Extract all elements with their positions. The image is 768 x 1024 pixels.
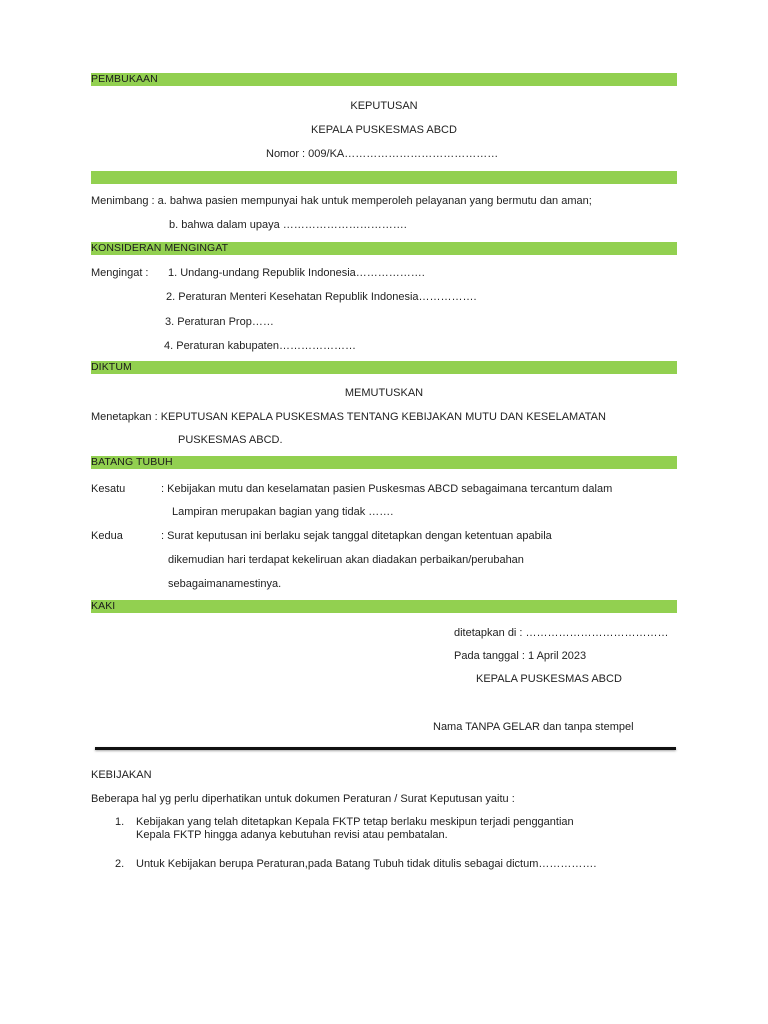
section-label-batang-tubuh: BATANG TUBUH: [91, 456, 173, 468]
kedua-label: Kedua: [91, 530, 123, 542]
decree-subtitle: KEPALA PUSKESMAS ABCD: [311, 124, 457, 136]
signatory-title: KEPALA PUSKESMAS ABCD: [476, 673, 622, 685]
section-bar-empty: [91, 171, 677, 184]
list-item-line: Untuk Kebijakan berupa Peraturan,pada Batang Tubuh tidak ditulis sebagai dictum…………….: [136, 858, 597, 870]
memutuskan-heading: MEMUTUSKAN: [344, 387, 424, 399]
section-label-diktum: DIKTUM: [91, 361, 132, 373]
kedua-line-1: : Surat keputusan ini berlaku sejak tanggal ditetapkan dengan ketentuan apabila: [161, 530, 552, 542]
kedua-line-3: sebagaimanamestinya.: [168, 578, 282, 590]
list-item-number: 2.: [115, 858, 125, 870]
section-bar-pembukaan: [91, 73, 677, 86]
section-label-kaki: KAKI: [91, 600, 116, 612]
kesatu-label: Kesatu: [91, 483, 126, 495]
mengingat-item-3: 3. Peraturan Prop……: [165, 316, 274, 328]
pada-tanggal: Pada tanggal : 1 April 2023: [454, 650, 587, 662]
mengingat-item-4: 4. Peraturan kabupaten…………………: [164, 340, 356, 352]
menimbang-a: Menimbang : a. bahwa pasien mempunyai hak untuk memperoleh pelayanan yang bermutu dan aman;: [91, 195, 592, 207]
section-label-konsideran: KONSIDERAN MENGINGAT: [91, 242, 229, 254]
mengingat-item-2: 2. Peraturan Menteri Kesehatan Republik Indonesia…………….: [166, 291, 477, 303]
section-bar-diktum: [91, 361, 677, 374]
kesatu-line-2: Lampiran merupakan bagian yang tidak …….: [172, 506, 394, 518]
decree-number: Nomor : 009/KA……………………………………: [266, 148, 499, 160]
mengingat-label: Mengingat :: [91, 267, 149, 279]
section-label-pembukaan: PEMBUKAAN: [91, 73, 158, 85]
menetapkan-line-2: PUSKESMAS ABCD.: [178, 434, 283, 446]
kebijakan-title: KEBIJAKAN: [91, 769, 152, 781]
menetapkan-line-1: Menetapkan : KEPUTUSAN KEPALA PUSKESMAS TENTANG KEBIJAKAN MUTU DAN KESELAMATAN: [91, 411, 606, 423]
ditetapkan-di: ditetapkan di : …………………………………: [454, 627, 669, 639]
kebijakan-intro: Beberapa hal yg perlu diperhatikan untuk dokumen Peraturan / Surat Keputusan yaitu :: [91, 793, 515, 805]
section-bar-kaki: [91, 600, 677, 613]
signatory-name: Nama TANPA GELAR dan tanpa stempel: [433, 721, 634, 733]
list-item-line: Kepala FKTP hingga adanya kebutuhan revisi atau pembatalan.: [136, 829, 448, 841]
list-item-number: 1.: [115, 816, 125, 828]
divider-line: [95, 747, 676, 750]
kesatu-line-1: : Kebijakan mutu dan keselamatan pasien Puskesmas ABCD sebagaimana tercantum dalam: [161, 483, 613, 495]
menimbang-b: b. bahwa dalam upaya …………………………….: [169, 219, 407, 231]
mengingat-item-1: 1. Undang-undang Republik Indonesia……………….: [168, 267, 425, 279]
section-bar-konsideran: [91, 242, 677, 255]
kedua-line-2: dikemudian hari terdapat kekeliruan akan diadakan perbaikan/perubahan: [168, 554, 524, 566]
section-bar-batang-tubuh: [91, 456, 677, 469]
decree-title: KEPUTUSAN: [350, 100, 418, 112]
list-item-line: Kebijakan yang telah ditetapkan Kepala FKTP tetap berlaku meskipun terjadi penggantian: [136, 816, 574, 828]
